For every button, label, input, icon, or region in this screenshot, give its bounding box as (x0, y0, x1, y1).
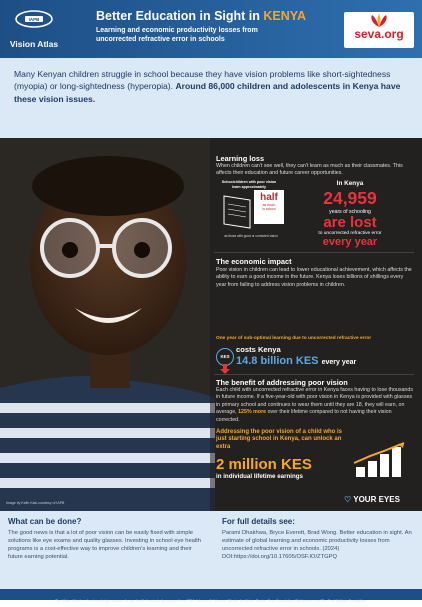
in-kenya-label: In Kenya (336, 180, 364, 187)
years-text: years of schooling (329, 209, 371, 215)
right-body[interactable]: Parami Dhakhwa, Bryce Everett, Brad Wong. Better education in sight. An estimate of global learning and economic productivity losses from uncorrected refractive error in schools. (2024) DOI:https://doi.org/10.17605/OSF.IO/ZTGPQ (222, 530, 412, 560)
billions-amount (236, 355, 356, 367)
full-details (222, 517, 416, 561)
benefit-title: The benefit of addressing poor vision (216, 378, 348, 387)
your-eyes-text: YOUR EYES (353, 495, 400, 504)
costs-kenya: costs Kenya (236, 345, 281, 354)
bottom-section (0, 511, 422, 589)
child-photo (0, 138, 215, 511)
half-main: half (260, 192, 278, 203)
what-can-be-done (8, 517, 206, 561)
benefit-amount: 2 million KES (216, 456, 312, 473)
intro-plain: Many Kenyan children struggle in school because they have vision problems like short-sightedness (myopia) or long-sightedness (hyperopia). (14, 69, 391, 92)
years-number: 24,959 (323, 188, 377, 208)
benefit-highlight: 125% more (238, 409, 267, 416)
vision-atlas-logo[interactable] (8, 10, 60, 52)
photo-panel (0, 138, 422, 511)
kes-label: KES (220, 354, 230, 359)
economic-sub-label: One year of sub-optimal learning due to uncorrected refractive error (216, 336, 372, 341)
benefit-body-1: Each child with uncorrected refractive error in Kenya faces having to lose thousands in future income. If a five-year-old with poor vision in Kenya is provided with glasses in primary school and continues to wear them until they are 18, they will earn, on average, (216, 387, 413, 416)
intro-text (14, 68, 408, 105)
footer-text: The Vision Atlas is a free knowledge resource for eye health thanks to the support from CBM, Johnson & Johnson, Mission for Vision, Roche, Seva Foundation, Sightsavers, and The Fred Hollows Foundation. (55, 599, 367, 603)
title-country: KENYA (263, 9, 306, 23)
benefit-body-2: over their lifetime compared to not having their vision corrected. (216, 409, 392, 423)
your-eyes-logo[interactable] (344, 495, 400, 504)
child-illustration (0, 138, 215, 511)
arrow-down-icon (220, 364, 230, 374)
half-small-1: as much (262, 203, 276, 207)
every-year-red: every year (322, 236, 378, 248)
page-subtitle: Learning and economic productivity losses from uncorrected refractive error in schools (96, 27, 258, 43)
photo-credit: Image by Keith Kalu courtesy of IAPB (6, 501, 65, 505)
half-small-2: in school (262, 207, 276, 211)
to-uncorrected: to uncorrected refractive error (318, 231, 382, 236)
header-banner (0, 0, 422, 58)
economic-title: The economic impact (216, 257, 292, 266)
logo-text: Vision Atlas (9, 39, 59, 49)
heart-icon: ♡ (344, 495, 352, 504)
seva-logo[interactable] (344, 12, 414, 48)
divider (214, 374, 414, 375)
lifetime-earnings: in individual lifetime earnings (216, 473, 303, 480)
half-badge (254, 190, 284, 224)
billions-value: 14.8 billion KES (236, 355, 319, 367)
benefit-lead: Addressing the poor vision of a child who is just starting school in Kenya, can unlock an extra (216, 429, 343, 450)
economic-body: Poor vision in children can lead to lower educational achievement, which affects the ability to earn a good income in the future. Kenya loses billions of shillings every year from failing to address vision problems in children. (216, 267, 412, 288)
page-title (96, 9, 306, 23)
book-caption-bottom: as those with good or corrected vision (224, 234, 278, 238)
eye-icon (14, 10, 54, 28)
book-caption-top: Schoolchildren with poor vision learn approximately (221, 180, 277, 189)
footer (0, 589, 422, 603)
left-body: The good news is that a lot of poor vision can be easily fixed with simple solutions like eye exams and quality glasses. Investing in school eye health programs is a cost-effective way to improve children's learning and their future earning potential. (8, 530, 202, 560)
logo-badge: IAPB (28, 17, 40, 22)
divider (214, 252, 414, 253)
benefit-body (216, 387, 414, 424)
seva-text: seva.org (354, 27, 404, 41)
left-title: What can be done? (8, 517, 82, 526)
right-title: For full details see: (222, 517, 295, 526)
title-prefix: Better Education in Sight in (96, 9, 260, 23)
are-lost: are lost (323, 214, 377, 231)
growth-bars-icon (350, 441, 414, 477)
learning-loss-title: Learning loss (216, 154, 265, 163)
learning-loss-body: When children can't see well, they can't learn as much as their classmates. This affects their education and future career opportunities. (216, 163, 403, 177)
seva-flower-icon (367, 14, 391, 28)
billions-every-year: every year (321, 359, 357, 366)
intro-bold: Around 86,000 children and adolescents in Kenya have these vision issues. (14, 81, 401, 104)
intro-section (0, 58, 422, 138)
